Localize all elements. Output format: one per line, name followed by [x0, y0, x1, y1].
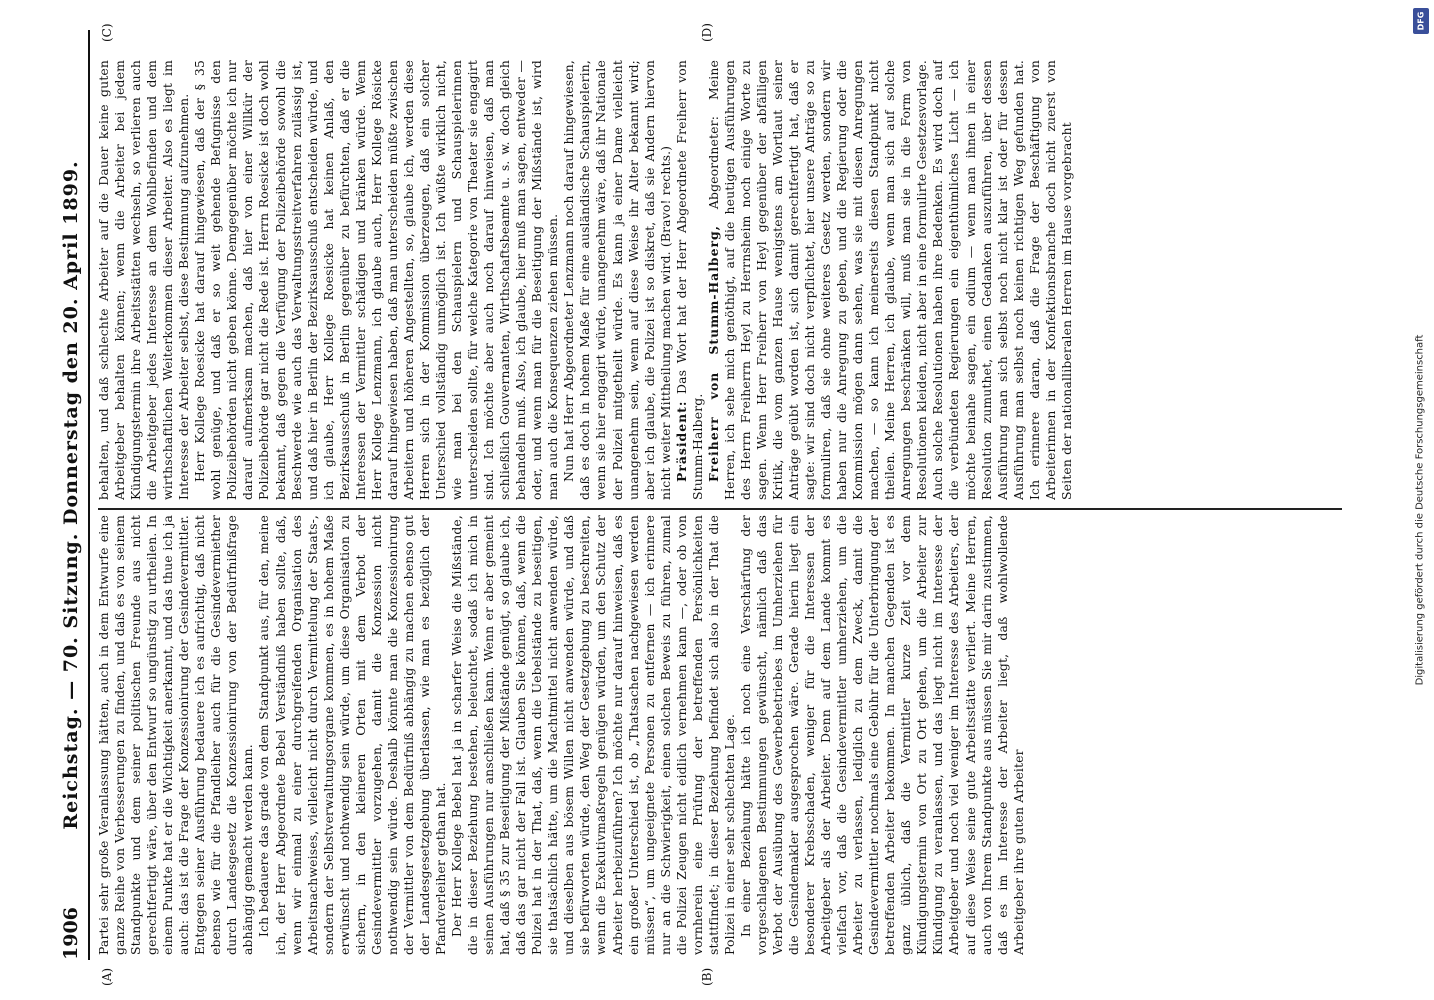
president-label: Präsident: [673, 400, 689, 482]
margin-marker-d: (D) [700, 23, 714, 42]
margin-marker-b: (B) [700, 967, 714, 986]
right-column [96, 60, 1340, 500]
credit-text: Digitalisierung gefördert durch die Deutsche Forschungsgemeinschaft [1414, 334, 1426, 686]
paragraph: In einer Beziehung hätte ich noch eine Verschärfung der vorgeschlagenen Bestimmungen gewünscht, nämlich daß das Verbot der Ausübung des Gewerbebetriebes im Umherziehen für die Gesindemakler ausgesprochen wäre. Gerade hierin liegt ein besonderer Krebsschaden, weniger für die Interessen der Arbeitgeber als der Arbeiter. Denn auf dem Lande kommt es vielfach vor, daß die Gesindevermittler umherziehen, um die Arbeiter zu verlassen, lediglich zu dem Zweck, damit die Gesindevermittler nochmals eine Gebühr für die Unterbringung der betreffenden Arbeiter bekommen. In manchen Gegenden ist es ganz üblich, daß die Vermittler kurze Zeit vor dem Kündigungstermin von Ort zu Ort gehen, um die Arbeiter zur Kündigung zu veranlassen, und das liegt nicht im Interesse der Arbeitgeber und noch viel weniger im Interesse des Arbeiters, der auf diese Weise seine gute Arbeitsstätte verliert. Meine Herren, auch von Ihrem Standpunkte aus müssen Sie mir darin zustimmen, daß es im Interesse der Arbeiter liegt, daß wohlwollende Arbeitgeber ihre guten Arbeiter [737, 515, 1026, 955]
president-text: Das Wort hat der Herr Abgeordnete Freiherr von Stumm-Halberg. [673, 60, 705, 500]
dfg-logo: DFG [1413, 8, 1429, 34]
paragraph: behalten, und daß schlechte Arbeiter auf die Dauer keine guten Arbeitgeber behalten können; wenn die Arbeiter bei jedem Kündigungstermin ihre Arbeitsstätten wechseln, so verlieren auch die Arbeitgeber jedes Interesse an dem Wohlbefinden und dem wirthschaftlichen Weiterkommen dieser Arbeiter. Also es liegt im Interesse der Arbeiter selbst, diese Bestimmung aufzunehmen. [96, 60, 192, 500]
margin-marker-a: (A) [100, 967, 114, 986]
page-header [58, 30, 90, 960]
president-paragraph [674, 60, 706, 500]
paragraph: Nun hat Herr Abgeordneter Lenzmann noch darauf hingewiesen, daß es doch in hohem Maße für eine ausländische Schauspielerin, wenn sie hier engagirt würde, unangenehm wäre, daß ihr Nationale der Polizei mitgetheilt würde. Es kann ja einer Dame vielleicht unangenehm sein, wenn auf diese Weise ihr Alter bekannt wird; aber ich glaube, die Polizei ist so diskret, daß sie Andern hiervon nicht weiter Mittheilung machen wird. (Bravo! rechts.) [561, 60, 673, 500]
page-title: Reichstag. — 70. Sitzung. Donnerstag den 20. April 1899. [60, 160, 82, 830]
paragraph: Ich bedauere das grade von dem Standpunkt aus, für den, meine ich, der Herr Abgeordnete Bebel Verständniß haben sollte, daß, wenn wir einmal zu einer durchgreifenden Organisation des Arbeitsnachweises, vielleicht nicht durch Vermittelung der Staats-, sondern der Selbstverwaltungsorgane kommen, es in hohem Maße erwünscht und nothwendig sein würde, um diese Organisation zu sichern, in den kleineren Orten mit dem Verbot der Gesindevermittler vorzugehen, damit die Konzession nicht nothwendig sein würde. Deshalb könnte man die Konzessionirung der Vermittler von dem Bedürfniß abhängig zu machen ebenso gut der Landesgesetzgebung überlassen, wie man es bezüglich der Pfandverleiher gethan hat. [256, 515, 448, 955]
left-column [96, 515, 1340, 955]
paragraph: Der Herr Kollege Bebel hat ja in scharfer Weise die Mißstände, die in dieser Beziehung bestehen, beleuchtet, sodaß ich mich in seinen Ausführungen nur anschließen kann. Wenn er aber gemeint hat, daß § 35 zur Beseitigung der Mißstände genügt, so glaube ich, daß das gar nicht der Fall ist. Glauben Sie können, daß, wenn die Polizei hat in der That, daß, wenn die Uebelstände zu beseitigen, sie thatsächlich hätte, um die Machtmittel nicht anwenden würde, und dieselben aus bösem Willen nicht anwenden würde, und daß sie befürworten würde, den Weg der Gesetzgebung zu beschreiten, wenn die Exekutivmaßregeln genügen würden, um den Schutz der Arbeiter herbeizuführen? Ich möchte nur darauf hinweisen, daß es ein großer Unterschied ist, ob „Thatsachen nachgewiesen werden müssen“, um ungeeignete Personen zu entfernen — ich erinnere nur an die Schwierigkeit, einen solchen Beweis zu führen, zumal die Polizei Zeugen nicht eidlich vernehmen kann —, oder ob von vornherein eine Prüfung der betreffenden Persönlichkeiten stattfindet; in dieser Beziehung befindet sich also in der That die Polizei in einer sehr schlechten Lage. [449, 515, 737, 955]
page-number: 1906 [60, 907, 82, 960]
speaker-name: Freiherr von Stumm-Halberg, [705, 225, 721, 482]
margin-marker-c: (C) [100, 23, 114, 42]
paragraph: Herr Kollege Roesicke hat darauf hingewiesen, daß der § 35 wohl genüge, und daß er so weit gehende Befugnisse den Polizeibehörden nicht geben könne. Demgegenüber möchte ich nur darauf aufmerksam machen, daß hier von einer Willkür der Polizeibehörde gar nicht die Rede ist. Herrn Roesicke ist doch wohl bekannt, daß gegen die Verfügung der Polizeibehörde sowohl die Beschwerde wie auch das Verwaltungsstreitverfahren zulässig ist, und daß hier in Berlin der Bezirksausschuß entscheiden würde, und ich glaube, Herr Kollege Roesicke hat keinen Anlaß, den Bezirksausschuß in Berlin gegenüber zu befürchten, daß er die Interessen der Vermittler schädigen und kränken würde. Wenn Herr Kollege Lenzmann, ich glaube auch, Herr Kollege Rösicke darauf hingewiesen haben, daß man unterscheiden müßte zwischen Arbeitern und höheren Angestellten, so, glaube ich, werden diese Herren sich in der Kommission überzeugen, daß ein solcher Unterschied vollständig unmöglich ist. Ich wüßte wirklich nicht, wie man bei den Schauspielern und Schauspielerinnen unterscheiden sollte, für welche Kategorie von Theater sie engagirt sind. Ich möchte aber auch noch darauf hinweisen, daß man schließlich Gouvernanten, Wirthschaftsbeamte u. s. w. doch gleich behandeln muß. Also, ich glaube, hier muß man sagen, entweder — oder, und wenn man für die Beseitigung der Mißstände ist, wird man auch die Konsequenzen ziehen müssen. [192, 60, 561, 500]
speech-text: Abgeordneter: Meine Herren, ich sehe mich genöthigt, auf die heutigen Ausführungen des Herrn Freiherrn Heyl zu Herrnsheim noch einige Worte zu sagen. Wenn Herr Freiherr von Heyl gegenüber der abfälligen Kritik, die vom ganzen Hause wenigstens am Wortlaut seiner Anträge geübt worden ist, sich damit gerechtfertigt hat, daß er sagte: wir sind doch nicht verpflichtet, hier unsere Anträge so zu formuliren, daß sie ohne weiteres Gesetz werden, sondern wir haben nur die Anregung zu geben, und die Regierung oder die Kommission mögen dann sehen, was sie mit diesen Anregungen machen, — so kann ich meinerseits diesen Standpunkt nicht theilen. Meine Herren, ich glaube, wenn man sich auf solche Anregungen beschränken will, muß man sie in die Form von Resolutionen kleiden, nicht aber in eine formulirte Gesetzesvorlage. Auch solche Resolutionen haben ihre Bedenken. Es wird doch auf die verbündeten Regierungen ein eigenthümliches Licht — ich möchte beinahe sagen, ein odium — wenn man ihnen in einer Resolution zumuthet, einen Gedanken auszuführen, über dessen Ausführung man sich selbst noch nicht klar ist oder für dessen Ausführung man selbst noch keinen richtigen Weg gefunden hat. Ich erinnere daran, daß die Frage der Beschäftigung von Arbeiterinnen in der Konfektionsbranche doch nicht zuerst von Seiten der nationalliberalen Herren im Hause vorgebracht [705, 60, 1074, 500]
paragraph: Partei sehr große Veranlassung hätten, auch in dem Entwurfe eine ganze Reihe von Verbesserungen zu finden, und daß es von seinem Standpunkte und dem seiner politischen Freunde aus nicht gerechtfertigt wäre, über den Entwurf so ungünstig zu urtheilen. In einem Punkte hat er die Wichtigkeit anerkannt, und das thue ich ja auch: das ist die Frage der Konzessionirung der Gesindevermittler. Entgegen seiner Ausführung bedauere ich es aufrichtig, daß nicht ebenso wie für die Pfandleiher auch für die Gesindevermiether durch Landesgesetz die Konzessionirung von der Bedürfnißfrage abhängig gemacht werden kann. [96, 515, 256, 955]
speech-paragraph [706, 60, 1075, 500]
column-divider [98, 509, 1342, 511]
digitization-credit [1412, 40, 1428, 980]
